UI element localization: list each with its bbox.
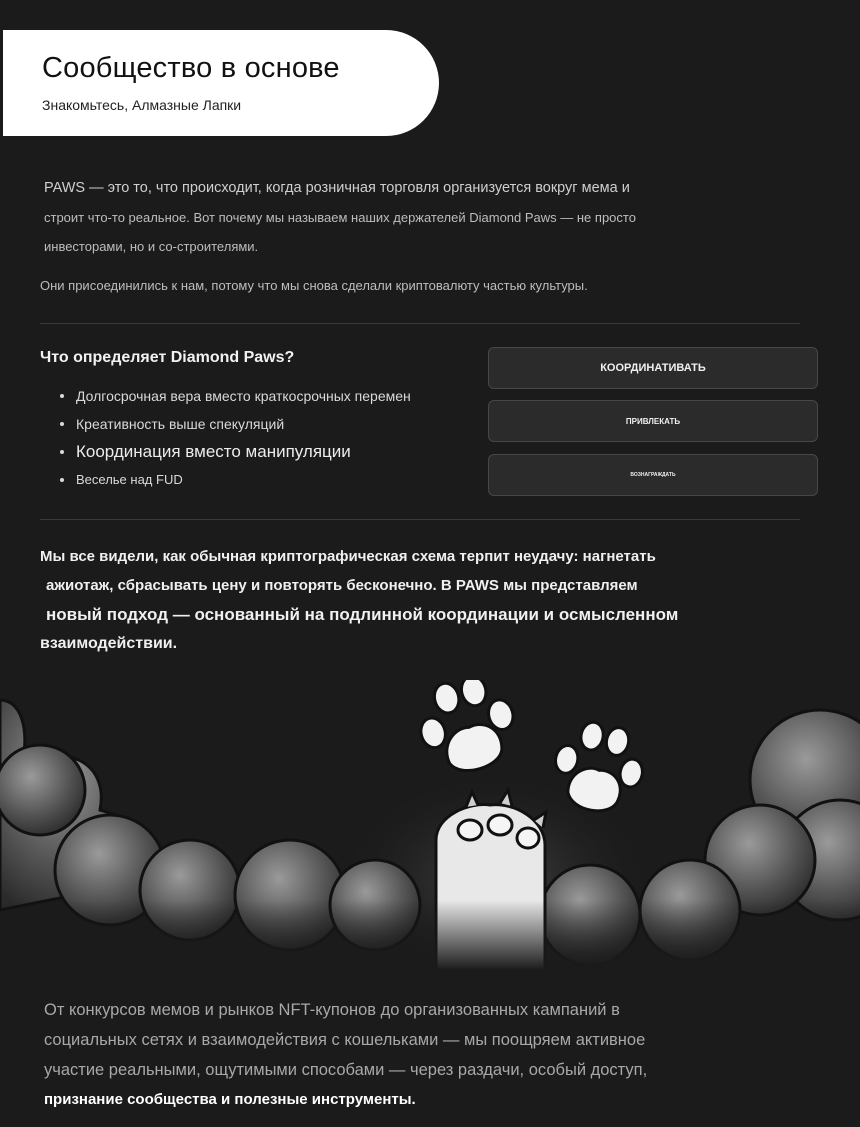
intro-line-3: инвесторами, но и со-строителями. bbox=[44, 239, 259, 254]
outro-line-3: участие реальными, ощутимыми способами — через раздачи, особый доступ, bbox=[44, 1061, 648, 1079]
section-divider bbox=[40, 323, 800, 324]
statement-line-1: Мы все видели, как обычная криптографическая схема терпит неудачу: нагнетать bbox=[40, 548, 656, 565]
list-item: Креативность выше спекуляций bbox=[56, 410, 411, 438]
coordinate-button[interactable]: КООРДИНАТИВАТЬ bbox=[488, 347, 818, 389]
intro-note: Они присоединились к нам, потому что мы снова сделали криптовалюту частью культуры. bbox=[40, 278, 588, 293]
outro-line-1: От конкурсов мемов и рынков NFT-купонов до организованных кампаний в bbox=[44, 1001, 620, 1019]
statement-line-2: ажиотаж, сбрасывать цену и повторять бесконечно. В PAWS мы представляем bbox=[46, 577, 638, 594]
intro-line-1: PAWS — это то, что происходит, когда розничная торговля организуется вокруг мема и bbox=[44, 180, 630, 196]
outro-paragraph bbox=[44, 995, 824, 1115]
defines-list bbox=[56, 382, 411, 494]
statement-line-3: новый подход — основанный на подлинной координации и осмысленном bbox=[46, 605, 679, 624]
intro-paragraph bbox=[44, 174, 804, 261]
section-divider bbox=[40, 519, 800, 520]
outro-line-4: признание сообщества и полезные инструменты. bbox=[44, 1091, 416, 1108]
page-subtitle: Знакомьтесь, Алмазные Лапки bbox=[42, 97, 242, 113]
reward-button[interactable]: ВОЗНАГРАЖДАТЬ bbox=[488, 454, 818, 496]
engage-button[interactable]: ПРИВЛЕКАТЬ bbox=[488, 400, 818, 442]
list-item: Координация вместо манипуляции bbox=[56, 438, 411, 466]
intro-line-2: строит что-то реальное. Вот почему мы называем наших держателей Diamond Paws — не просто bbox=[44, 210, 636, 225]
statement-paragraph bbox=[40, 542, 800, 658]
hero-card bbox=[3, 30, 439, 136]
statement-line-4: взаимодействии. bbox=[40, 635, 178, 652]
page-title: Сообщество в основе bbox=[42, 52, 340, 84]
paws-illustration bbox=[0, 680, 860, 970]
outro-line-2: социальных сетях и взаимодействия с кошельками — мы поощряем активное bbox=[44, 1031, 646, 1049]
list-item: Веселье над FUD bbox=[56, 466, 411, 494]
list-item: Долгосрочная вера вместо краткосрочных перемен bbox=[56, 382, 411, 410]
defines-heading: Что определяет Diamond Paws? bbox=[40, 349, 295, 366]
